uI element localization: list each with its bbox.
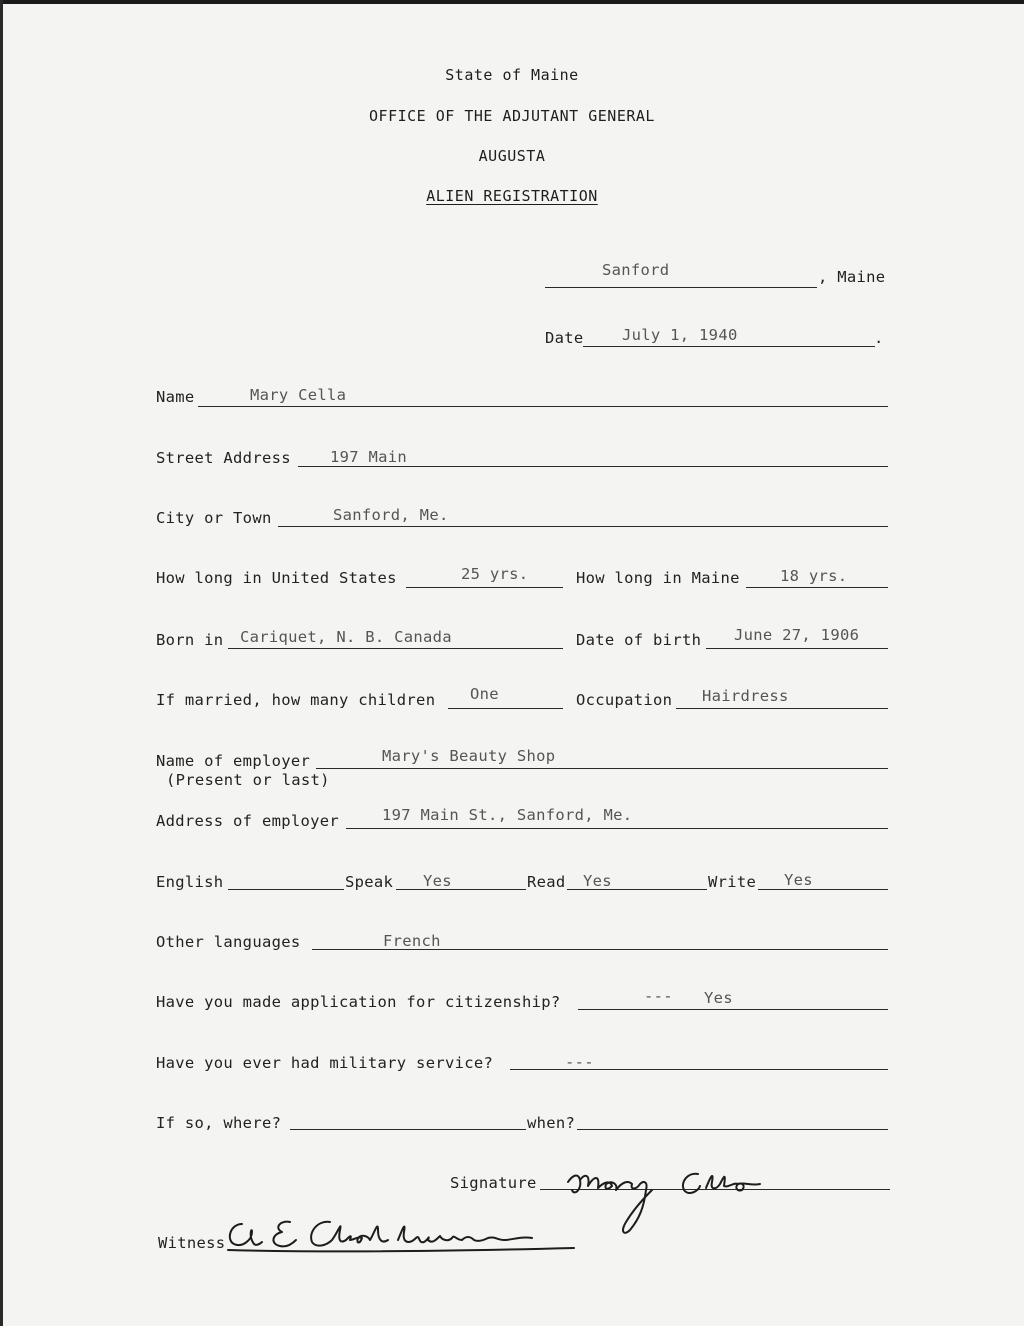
maine-duration-line <box>746 587 888 588</box>
citizenship-value-a: --- <box>644 987 673 1005</box>
name-label: Name <box>156 388 195 406</box>
read-value: Yes <box>583 872 612 890</box>
speak-line <box>396 889 526 890</box>
city-value: Sanford, Me. <box>333 506 449 524</box>
occupation-label: Occupation <box>576 691 673 709</box>
name-line <box>198 406 888 407</box>
employer-line <box>316 768 888 769</box>
signature-handwriting <box>560 1160 780 1240</box>
occupation-value: Hairdress <box>702 687 789 705</box>
street-address-line <box>298 466 888 467</box>
city-line <box>278 526 888 527</box>
born-in-label: Born in <box>156 631 224 649</box>
date-label: Date <box>545 329 584 347</box>
occupation-line <box>676 708 888 709</box>
speak-label: Speak <box>345 873 394 891</box>
write-value: Yes <box>784 871 813 889</box>
other-languages-line <box>312 949 888 950</box>
name-value: Mary Cella <box>250 386 347 404</box>
write-label: Write <box>708 873 757 891</box>
read-label: Read <box>527 873 566 891</box>
signature-label: Signature <box>450 1174 537 1192</box>
office-heading: OFFICE OF THE ADJUTANT GENERAL <box>369 107 655 125</box>
date-end: . <box>874 329 884 347</box>
us-duration-value: 25 yrs. <box>461 565 529 583</box>
state-label: , Maine <box>818 268 886 286</box>
other-languages-label: Other languages <box>156 933 301 951</box>
city-label: City or Town <box>156 509 272 527</box>
town-line <box>545 287 817 288</box>
date-line <box>583 346 875 347</box>
date-value: July 1, 1940 <box>622 326 738 344</box>
town-value: Sanford <box>602 261 670 279</box>
city-heading: AUGUSTA <box>478 147 546 165</box>
employer-address-value: 197 Main St., Sanford, Me. <box>382 806 633 824</box>
citizenship-value-b: Yes <box>704 989 733 1007</box>
employer-label: Name of employer <box>156 752 311 770</box>
dob-value: June 27, 1906 <box>734 626 860 644</box>
dob-label: Date of birth <box>576 631 702 649</box>
employer-value: Mary's Beauty Shop <box>382 747 556 765</box>
maine-duration-value: 18 yrs. <box>780 567 848 585</box>
street-address-value: 197 Main <box>330 448 408 466</box>
military-line <box>510 1069 888 1070</box>
english-line <box>228 889 344 890</box>
us-duration-label: How long in United States <box>156 569 397 587</box>
military-label: Have you ever had military service? <box>156 1054 494 1072</box>
military-value: --- <box>565 1053 594 1071</box>
other-languages-value: French <box>383 932 441 950</box>
born-in-line <box>228 648 563 649</box>
english-label: English <box>156 873 224 891</box>
employer-address-line <box>346 828 888 829</box>
read-line <box>567 889 707 890</box>
citizenship-label: Have you made application for citizenship? <box>156 993 561 1011</box>
speak-value: Yes <box>423 872 452 890</box>
children-value: One <box>470 685 499 703</box>
dob-line <box>706 648 888 649</box>
witness-handwriting <box>222 1210 582 1260</box>
employer-sublabel: (Present or last) <box>166 771 330 789</box>
us-duration-line <box>406 587 563 588</box>
maine-duration-label: How long in Maine <box>576 569 740 587</box>
where-label: If so, where? <box>156 1114 282 1132</box>
witness-label: Witness <box>158 1234 226 1252</box>
citizenship-line <box>578 1009 888 1010</box>
street-address-label: Street Address <box>156 449 291 467</box>
born-in-value: Cariquet, N. B. Canada <box>240 628 452 646</box>
write-line <box>758 889 888 890</box>
children-line <box>448 708 563 709</box>
page-edge <box>0 0 1024 4</box>
where-line <box>290 1129 526 1130</box>
employer-address-label: Address of employer <box>156 812 340 830</box>
state-heading: State of Maine <box>445 66 579 84</box>
children-label: If married, how many children <box>156 691 436 709</box>
when-line <box>577 1129 888 1130</box>
when-label: when? <box>527 1114 576 1132</box>
form-title: ALIEN REGISTRATION <box>426 187 598 205</box>
